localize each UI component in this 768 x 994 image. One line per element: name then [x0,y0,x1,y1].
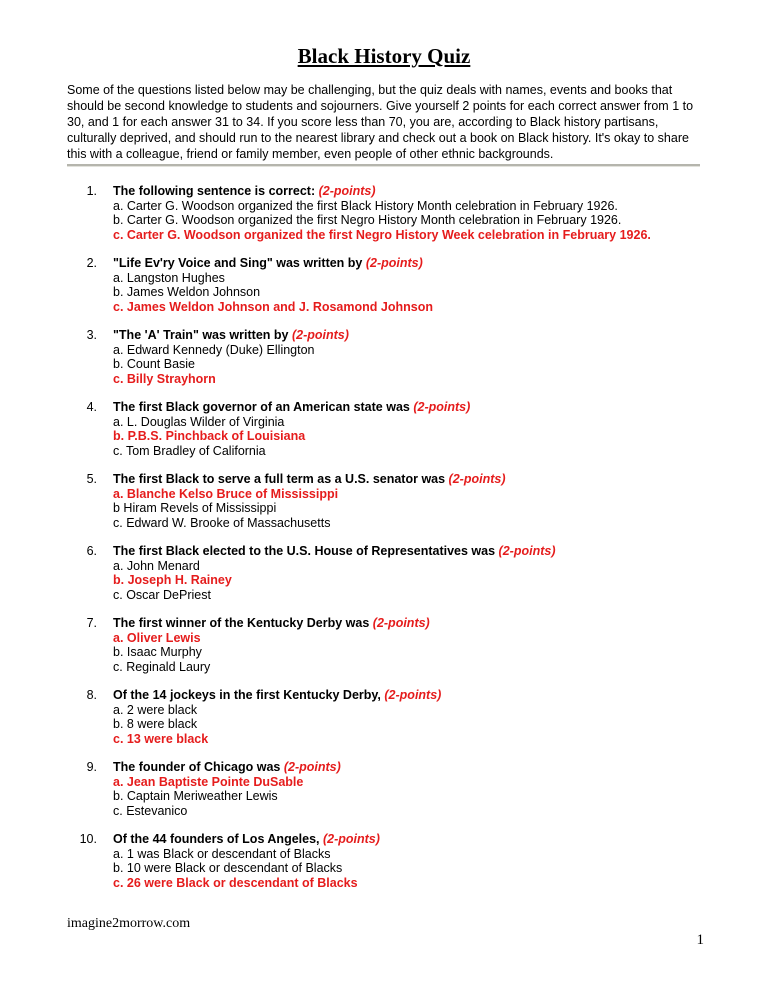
question-number: 3. [86,328,97,342]
question-text [113,688,768,703]
answer-option: c. Tom Bradley of California [113,443,266,458]
question-number: 1. [86,184,97,198]
answer-option: c. Estevanico [113,803,188,818]
question-number: 6. [86,544,97,558]
question-text [113,616,768,631]
question-item [0,472,768,530]
question-item [0,184,768,242]
answer-option: a. 2 were black [113,702,198,717]
question-item [0,688,768,746]
intro-paragraph: Some of the questions listed below may be challenging, but the quiz deals with names, events and books that should be second knowledge to students and sojourners. Give yourself 2 points for each correct answer from 1 to 30, and 1 for each answer 31 to 34. If you score less than 70, you are, according to Black history partisans, culturally deprived, and should run to the nearest library and check out a book on Black history. It's okay to share this with a colleague, friend or family member, even people of other ethnic backgrounds. [67,83,694,161]
question-label: The first Black elected to the U.S. House of Representatives was [113,544,499,558]
answer-option: a. Langston Hughes [113,270,225,285]
answer-option: c. Reginald Laury [113,659,211,674]
correct-answer-option: a. Blanche Kelso Bruce of Mississippi [113,486,339,501]
question-item [0,760,768,818]
points-label: (2-points) [365,256,423,270]
question-label: The founder of Chicago was [113,760,284,774]
answer-option: b. Carter G. Woodson organized the first Negro History Month celebration in February 1926. [113,213,622,227]
correct-answer-option: c. James Weldon Johnson and J. Rosamond Johnson [113,299,433,314]
correct-answer-option: b. Joseph H. Rainey [113,573,232,587]
question-label: "Life Ev'ry Voice and Sing" was written by [113,256,366,270]
question-item [0,328,768,386]
correct-answer-option: b. P.B.S. Pinchback of Louisiana [113,429,306,443]
question-item [0,256,768,314]
question-text [113,184,768,199]
horizontal-divider [67,164,700,167]
question-label: Of the 44 founders of Los Angeles, [113,832,323,846]
footer-site: imagine2morrow.com [67,916,191,931]
question-number: 2. [86,256,97,270]
question-list [0,184,768,904]
answer-option: b. 8 were black [113,717,198,731]
question-number: 8. [86,688,97,702]
answer-option: c. Oscar DePriest [113,587,211,602]
answer-option: b. Count Basie [113,357,195,371]
answer-option: b Hiram Revels of Mississippi [113,501,277,515]
points-label: (2-points) [283,760,341,774]
page-title: Black History Quiz [297,44,471,68]
page-number: 1 [696,932,704,948]
points-label: (2-points) [498,544,556,558]
points-label: (2-points) [318,184,376,198]
question-number: 10. [79,832,97,846]
question-label: "The 'A' Train" was written by [113,328,292,342]
points-label: (2-points) [372,616,430,630]
correct-answer-option: c. Carter G. Woodson organized the first Negro History Week celebration in February 1926. [113,227,651,242]
question-text [113,400,768,415]
question-label: The first Black to serve a full term as a U.S. senator was [113,472,449,486]
question-label: The first Black governor of an American state was [113,400,414,414]
question-number: 7. [86,616,97,630]
question-number: 4. [86,400,97,414]
correct-answer-option: a. Oliver Lewis [113,630,201,645]
answer-option: b. 10 were Black or descendant of Blacks [113,861,343,875]
question-label: The first winner of the Kentucky Derby was [113,616,373,630]
question-label: Of the 14 jockeys in the first Kentucky Derby, [113,688,385,702]
question-number: 5. [86,472,97,486]
question-text [113,760,768,775]
question-item [0,544,768,602]
question-text [113,328,768,343]
question-item [0,616,768,674]
correct-answer-option: a. Jean Baptiste Pointe DuSable [113,774,304,789]
question-item [0,832,768,890]
question-text [113,472,768,487]
answer-option: a. Edward Kennedy (Duke) Ellington [113,342,315,357]
points-label: (2-points) [291,328,349,342]
correct-answer-option: c. 13 were black [113,731,209,746]
question-number: 9. [86,760,97,774]
points-label: (2-points) [322,832,380,846]
answer-option: b. James Weldon Johnson [113,285,261,299]
question-label: The following sentence is correct: [113,184,319,198]
question-item [0,400,768,458]
answer-option: b. Captain Meriweather Lewis [113,789,278,803]
answer-option: a. Carter G. Woodson organized the first Black History Month celebration in February 1926. [113,198,618,213]
correct-answer-option: c. Billy Strayhorn [113,371,216,386]
answer-option: b. Isaac Murphy [113,645,202,659]
answer-option: a. John Menard [113,558,200,573]
answer-option: a. 1 was Black or descendant of Blacks [113,846,331,861]
points-label: (2-points) [413,400,471,414]
question-text [113,256,768,271]
answer-option: c. Edward W. Brooke of Massachusetts [113,515,331,530]
question-text [113,832,768,847]
correct-answer-option: c. 26 were Black or descendant of Blacks [113,875,358,890]
answer-option: a. L. Douglas Wilder of Virginia [113,414,285,429]
question-text [113,544,768,559]
points-label: (2-points) [384,688,442,702]
points-label: (2-points) [448,472,506,486]
